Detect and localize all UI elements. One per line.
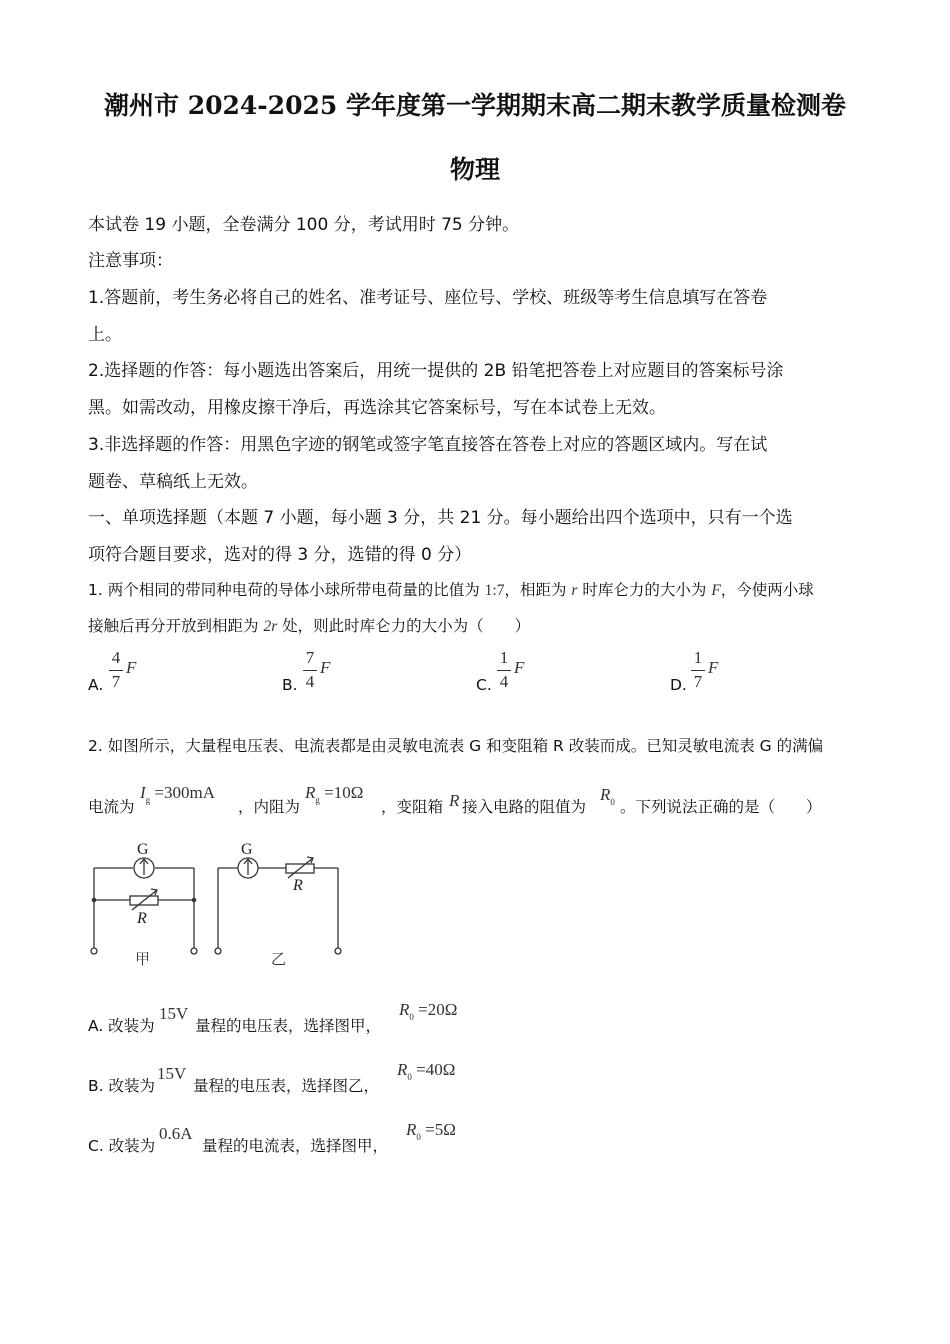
q1-text: 接触后再分开放到相距为 xyxy=(88,617,264,635)
notice-title: 注意事项： xyxy=(88,251,173,271)
fraction-variable: F xyxy=(320,658,331,677)
fraction-bar xyxy=(109,670,123,671)
q2-option-b-equation xyxy=(397,1060,455,1080)
q2-text: 接入电路的阻值为 xyxy=(462,798,587,816)
question-2-line-1: 2. 如图所示，大量程电压表、电流表都是由灵敏电流表 G 和变阻箱 R 改装而成。已知灵敏电流表 G 的满偏 xyxy=(88,737,824,755)
fraction-variable: F xyxy=(126,658,137,677)
q1-text: 处，则此时库仑力的大小为（ ） xyxy=(277,617,531,635)
ig-subscript: g xyxy=(145,795,151,805)
ig-symbol: I xyxy=(140,783,146,802)
q2-option-c-equation xyxy=(406,1120,456,1140)
question-1-line-2 xyxy=(88,614,530,636)
fraction-numerator: 4 xyxy=(111,648,121,667)
q1-force: F xyxy=(711,582,721,599)
g-label-right: G xyxy=(241,841,253,858)
caption-left: 甲 xyxy=(135,950,151,968)
fraction-denominator: 4 xyxy=(305,672,315,691)
fraction-variable: F xyxy=(708,658,719,677)
q1-ratio: 1:7 xyxy=(484,582,505,599)
q2-r0-symbol xyxy=(600,785,615,805)
option-label: B. 改装为 xyxy=(88,1077,155,1095)
r-label-left: R xyxy=(137,910,147,927)
section-1-heading: 一、单项选择题（本题 7 小题，每小题 3 分，共 21 分。每小题给出四个选项中，只有一个选 xyxy=(88,508,793,528)
q2-option-b-text: 量程的电压表，选择图乙， xyxy=(193,1077,380,1095)
r-symbol: R xyxy=(449,791,460,810)
r0-subscript: 0 xyxy=(416,1132,421,1142)
notice-2a: 2.选择题的作答：每小题选出答案后，用统一提供的 2B 铅笔把答卷上对应题目的答案标号涂 xyxy=(88,361,784,381)
q2-text: ，内阻为 xyxy=(238,798,301,816)
q2-r-symbol xyxy=(449,791,459,811)
q1-text: ，相距为 xyxy=(504,581,572,599)
q2-option-c-text: 量程的电流表，选择图甲， xyxy=(202,1137,389,1155)
option-label: A. 改装为 xyxy=(88,1017,155,1035)
r0-symbol: R xyxy=(406,1120,417,1139)
question-1-line-1 xyxy=(88,578,814,600)
rg-subscript: g xyxy=(315,795,320,805)
notice-1a: 1.答题前，考生务必将自己的姓名、准考证号、座位号、学校、班级等考生信息填写在答卷 xyxy=(88,288,768,308)
q2-ig-equation xyxy=(140,783,215,803)
q2-option-b xyxy=(88,1074,155,1096)
notice-1b: 上。 xyxy=(88,325,122,345)
q1-new-distance: 2r xyxy=(263,618,278,635)
q2-option-b-quantity: 15V xyxy=(157,1064,187,1083)
fraction-bar xyxy=(497,670,511,671)
q2-option-a-text: 量程的电压表，选择图甲， xyxy=(195,1017,382,1035)
q1-option-c-label: C. xyxy=(476,676,492,694)
q2-option-a-equation xyxy=(399,1000,457,1020)
q2-option-a xyxy=(88,1014,155,1036)
r0-value: =40Ω xyxy=(416,1060,456,1079)
q2-option-c-quantity: 0.6A xyxy=(159,1124,193,1143)
fraction-denominator: 7 xyxy=(693,672,703,691)
q2-option-a-quantity: 15V xyxy=(159,1004,189,1023)
rg-value: =10Ω xyxy=(324,783,364,802)
r0-symbol: R xyxy=(399,1000,410,1019)
q1-option-d-label: D. xyxy=(670,676,687,694)
r0-subscript: 0 xyxy=(610,797,615,807)
g-label-left: G xyxy=(137,841,149,858)
r-label-right: R xyxy=(293,877,303,894)
fraction-numerator: 1 xyxy=(693,648,703,667)
notice-3b: 题卷、草稿纸上无效。 xyxy=(88,472,258,492)
question-2-line-2: 电流为 xyxy=(88,798,135,816)
q1-distance: r xyxy=(571,582,578,599)
r0-symbol: R xyxy=(397,1060,408,1079)
ig-value: =300mA xyxy=(154,783,216,802)
exam-title: 潮州市 2024-2025 学年度第一学期期末高二期末教学质量检测卷 xyxy=(104,91,846,120)
intro-line: 本试卷 19 小题，全卷满分 100 分，考试用时 75 分钟。 xyxy=(88,215,520,235)
circuit-right xyxy=(215,857,341,954)
q2-option-c xyxy=(88,1134,155,1156)
fraction-variable: F xyxy=(514,658,525,677)
fraction-bar xyxy=(691,670,705,671)
fraction-denominator: 7 xyxy=(111,672,121,691)
rg-symbol: R xyxy=(305,783,316,802)
notice-2b: 黑。如需改动，用橡皮擦干净后，再选涂其它答案标号，写在本试卷上无效。 xyxy=(88,398,666,418)
r0-symbol: R xyxy=(600,785,611,804)
r0-subscript: 0 xyxy=(409,1012,414,1022)
circuit-left xyxy=(91,858,197,954)
fraction-numerator: 1 xyxy=(499,648,509,667)
option-label: C. 改装为 xyxy=(88,1137,156,1155)
r0-value: =20Ω xyxy=(418,1000,458,1019)
section-1-heading-cont: 项符合题目要求，选对的得 3 分，选错的得 0 分） xyxy=(88,545,472,565)
q2-text: ，变阻箱 xyxy=(381,798,444,816)
q2-text: 。下列说法正确的是（ ） xyxy=(620,798,822,816)
exam-subject: 物理 xyxy=(449,155,500,184)
fraction-denominator: 4 xyxy=(499,672,509,691)
notice-3a: 3.非选择题的作答：用黑色字迹的钢笔或签字笔直接答在答卷上对应的答题区域内。写在试 xyxy=(88,435,768,455)
r0-value: =5Ω xyxy=(425,1120,456,1139)
q1-text: ，今使两小球 xyxy=(720,581,814,599)
fraction-numerator: 7 xyxy=(305,648,315,667)
circuit-figure xyxy=(85,838,355,973)
caption-right: 乙 xyxy=(271,950,287,968)
q2-rg-equation xyxy=(305,783,363,803)
q1-option-b-label: B. xyxy=(282,676,298,694)
q1-text: 1. 两个相同的带同种电荷的导体小球所带电荷量的比值为 xyxy=(88,581,485,599)
q1-text: 时库仑力的大小为 xyxy=(577,581,712,599)
q1-option-a-label: A. xyxy=(88,676,104,694)
r0-subscript: 0 xyxy=(407,1072,412,1082)
fraction-bar xyxy=(303,670,317,671)
